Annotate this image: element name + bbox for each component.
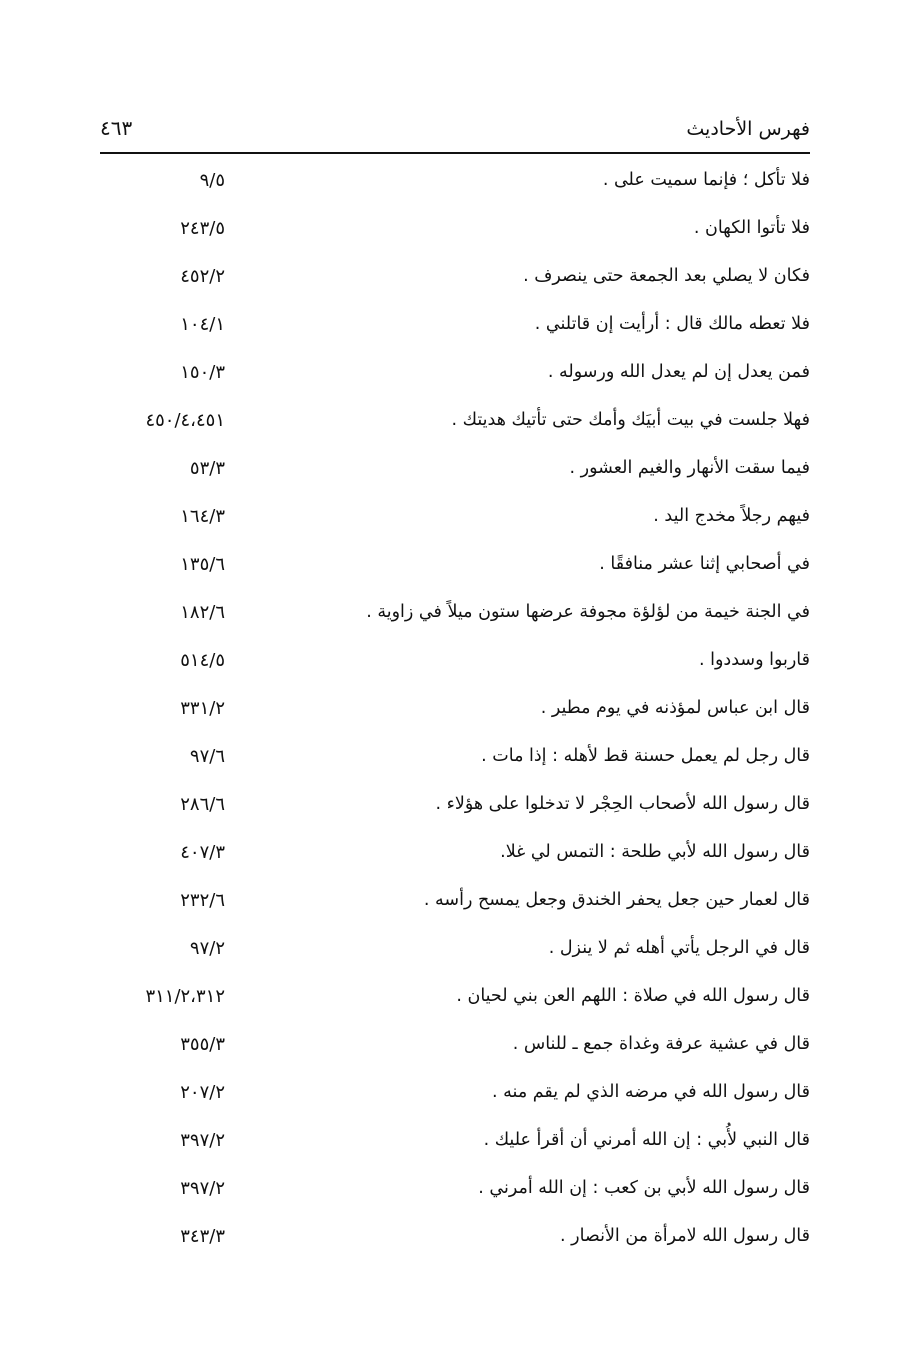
volume-page-ref: ٢٤٣/٥ [180,218,225,239]
header-divider [100,152,810,154]
index-entry [100,448,810,496]
hadith-text: فيما سقت الأنهار والغيم العشور . [569,458,810,478]
index-entry [100,496,810,544]
index-entry [100,784,810,832]
volume-page-ref: ٥٣/٣ [189,458,225,479]
hadith-text: فلا تأتوا الكهان . [693,218,810,238]
index-entry [100,880,810,928]
index-entry [100,688,810,736]
volume-page-ref: ٤٠٧/٣ [180,842,225,863]
index-entry [100,640,810,688]
hadith-text: قال رسول الله في مرضه الذي لم يقم منه . [492,1082,810,1102]
index-entry [100,976,810,1024]
hadith-text: قال رسول الله في صلاة : اللهم العن بني لحيان . [456,986,810,1006]
index-entry [100,256,810,304]
page-number: ٤٦٣ [100,116,133,140]
index-entry [100,1072,810,1120]
hadith-text: قال رسول الله لأبي طلحة : التمس لي غلا. [500,842,810,862]
volume-page-ref: ٢٣٢/٦ [180,890,225,911]
volume-page-ref: ٩٧/٢ [189,938,225,959]
hadith-text: قال لعمار حين جعل يحفر الخندق وجعل يمسح رأسه . [423,890,810,910]
hadith-index-list [100,160,810,1264]
index-entry [100,832,810,880]
index-entry [100,1216,810,1264]
hadith-text: في أصحابي إثنا عشر منافقًا . [599,554,810,574]
volume-page-ref: ٢٨٦/٦ [180,794,225,815]
index-entry [100,1120,810,1168]
volume-page-ref: ٩/٥ [199,170,225,191]
hadith-text: قال النبي لأُبي : إن الله أمرني أن أقرأ عليك . [483,1130,810,1150]
volume-page-ref: ٩٧/٦ [189,746,225,767]
hadith-text: فلا تأكل ؛ فإنما سميت على . [602,170,810,190]
hadith-text: فهلا جلست في بيت أبيَك وأمك حتى تأتيك هديتك . [451,410,810,430]
hadith-text: قاربوا وسددوا . [698,650,810,670]
volume-page-ref: ٢٠٧/٢ [180,1082,225,1103]
volume-page-ref: ٣١١/٢،٣١٢ [145,986,225,1007]
volume-page-ref: ٣٩٧/٢ [180,1130,225,1151]
volume-page-ref: ١٨٢/٦ [180,602,225,623]
volume-page-ref: ١٦٤/٣ [180,506,225,527]
hadith-text: قال رسول الله لأصحاب الحِجْر لا تدخلوا على هؤلاء . [435,794,810,814]
index-entry [100,544,810,592]
hadith-text: قال رسول الله لأبي بن كعب : إن الله أمرني . [478,1178,810,1198]
hadith-text: قال ابن عباس لمؤذنه في يوم مطير . [540,698,810,718]
hadith-text: قال رسول الله لامرأة من الأنصار . [560,1226,810,1246]
hadith-text: في الجنة خيمة من لؤلؤة مجوفة عرضها ستون ميلاً في زاوية . [366,602,810,622]
index-entry [100,1168,810,1216]
volume-page-ref: ٣٣١/٢ [180,698,225,719]
volume-page-ref: ٣٤٣/٣ [180,1226,225,1247]
volume-page-ref: ١٣٥/٦ [180,554,225,575]
hadith-text: فكان لا يصلي بعد الجمعة حتى ينصرف . [523,266,810,286]
index-entry [100,592,810,640]
index-entry [100,928,810,976]
header-title: فهرس الأحاديث [686,118,810,140]
hadith-text: قال في الرجل يأتي أهله ثم لا ينزل . [548,938,810,958]
hadith-text: فلا تعطه مالك قال : أرأيت إن قاتلني . [534,314,810,334]
index-entry [100,160,810,208]
hadith-text: قال رجل لم يعمل حسنة قط لأهله : إذا مات . [481,746,810,766]
volume-page-ref: ١٥٠/٣ [180,362,225,383]
volume-page-ref: ٤٥٠/٤،٤٥١ [145,410,225,431]
volume-page-ref: ٤٥٢/٢ [180,266,225,287]
volume-page-ref: ٣٩٧/٢ [180,1178,225,1199]
hadith-text: قال في عشية عرفة وغداة جمع ـ للناس . [512,1034,810,1054]
volume-page-ref: ١٠٤/١ [180,314,225,335]
index-entry [100,1024,810,1072]
index-entry [100,400,810,448]
index-entry [100,736,810,784]
hadith-text: فمن يعدل إن لم يعدل الله ورسوله . [547,362,810,382]
index-entry [100,304,810,352]
page-header [100,112,810,148]
index-entry [100,352,810,400]
index-entry [100,208,810,256]
hadith-text: فيهم رجلاً مخدج اليد . [653,506,810,526]
volume-page-ref: ٥١٤/٥ [180,650,225,671]
volume-page-ref: ٣٥٥/٣ [180,1034,225,1055]
